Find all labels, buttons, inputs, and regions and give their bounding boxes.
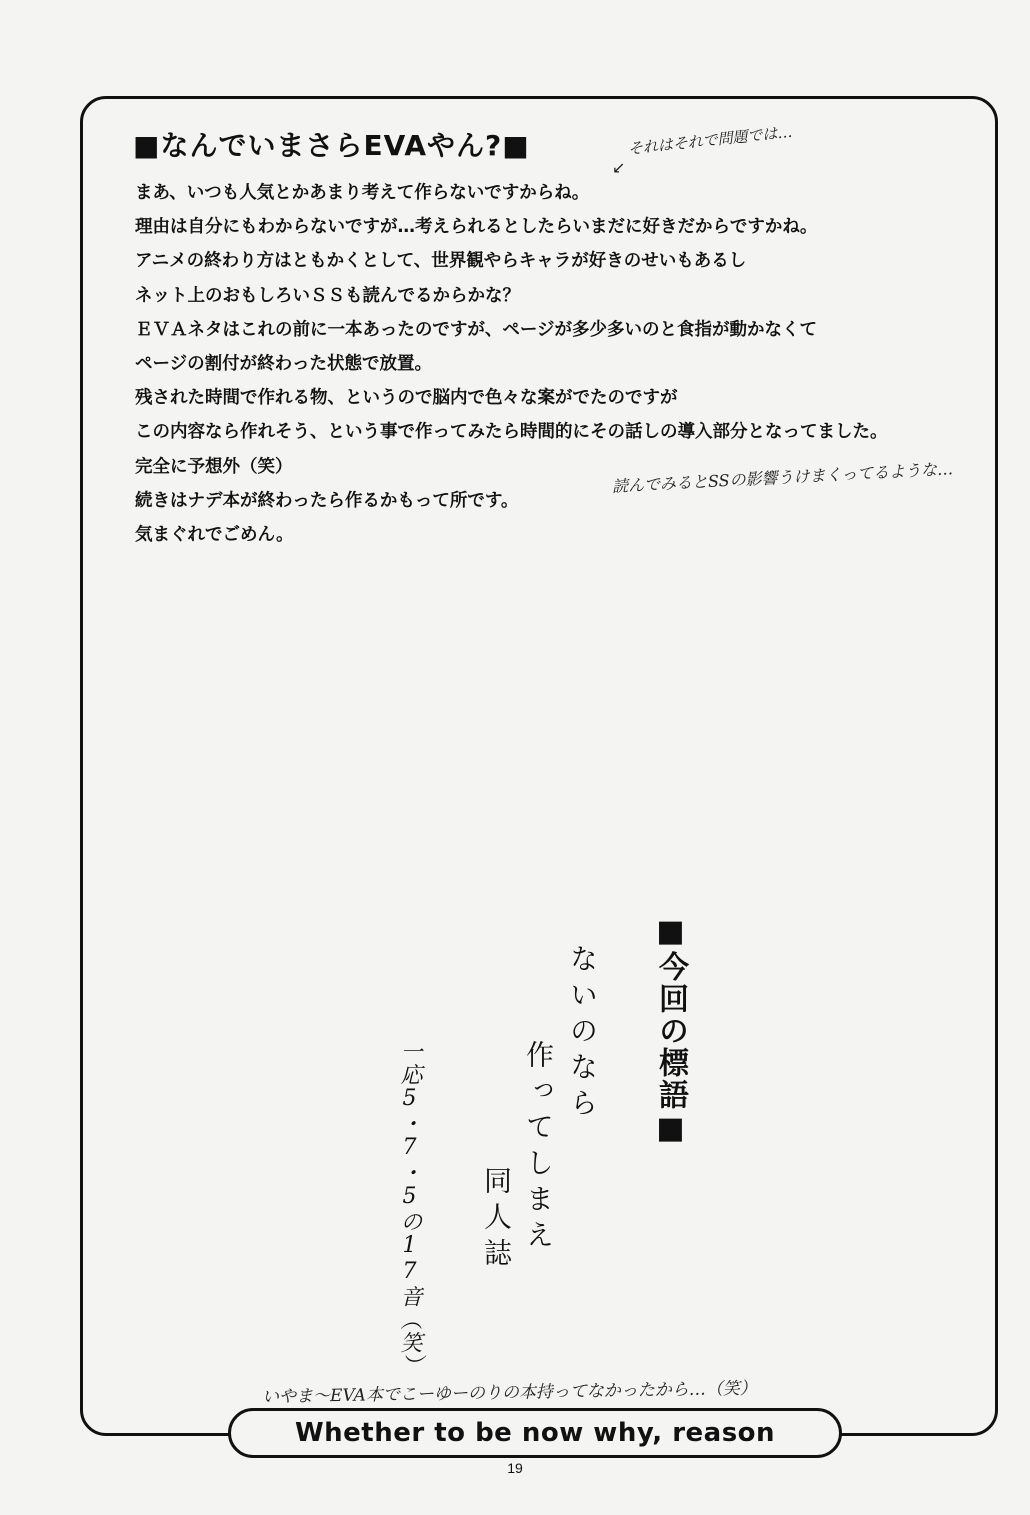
motto-line-3: 同人誌 <box>480 1166 513 1274</box>
body-line: 気まぐれでごめん。 <box>135 524 294 545</box>
body-line: 続きはナデ本が終わったら作るかもって所です。 <box>135 490 519 511</box>
section-heading: ■なんでいまさらEVAやん?■ <box>133 129 530 162</box>
banner-title: Whether to be now why, reason <box>294 1418 776 1448</box>
handwritten-note-top: それはそれで問題では… <box>627 122 794 158</box>
body-line: 残された時間で作れる物、というので脳内で色々な案がでたのですが <box>135 388 678 409</box>
body-line: ページの割付が終わった状態で放置。 <box>135 353 432 374</box>
body-line: この内容なら作れそう、という事で作ってみたら時間的にその話しの導入部分となってました。 <box>135 422 888 443</box>
body-line: 理由は自分にもわからないですが…考えられるとしたらいまだに好きだからですかね。 <box>135 217 818 238</box>
handwritten-note-bottom: いやま～EVA本でこーゆーのりの本持ってなかったから…（笑） <box>261 1378 757 1408</box>
motto-line-2: 作ってしまえ <box>522 1040 555 1256</box>
body-line: 完全に予想外（笑） <box>135 456 293 477</box>
title-banner <box>228 1408 842 1458</box>
handwritten-note-middle: 読んでみるとSSの影響うけまくってるような… <box>611 459 954 496</box>
body-line: ネット上のおもしろいＳＳも読んでるからかな？ <box>135 285 520 306</box>
page-number: 19 <box>507 1460 523 1476</box>
body-text <box>135 176 888 552</box>
motto-line-1: ないのなら <box>566 944 599 1124</box>
body-line: ＥＶＡネタはこれの前に一本あったのですが、ページが多少多いのと食指が動かなくて <box>135 319 817 340</box>
body-line: アニメの終わり方はともかくとして、世界観やらキャラが好きのせいもあるし <box>135 251 747 272</box>
arrow-icon: ↙ <box>612 158 626 177</box>
motto-aside-note: 一応5・7・5の17音（笑） <box>397 1040 422 1377</box>
body-line: まあ、いつも人気とかあまり考えて作らないですからね。 <box>135 183 590 203</box>
motto-heading: ■今回の標語■ <box>653 914 688 1148</box>
